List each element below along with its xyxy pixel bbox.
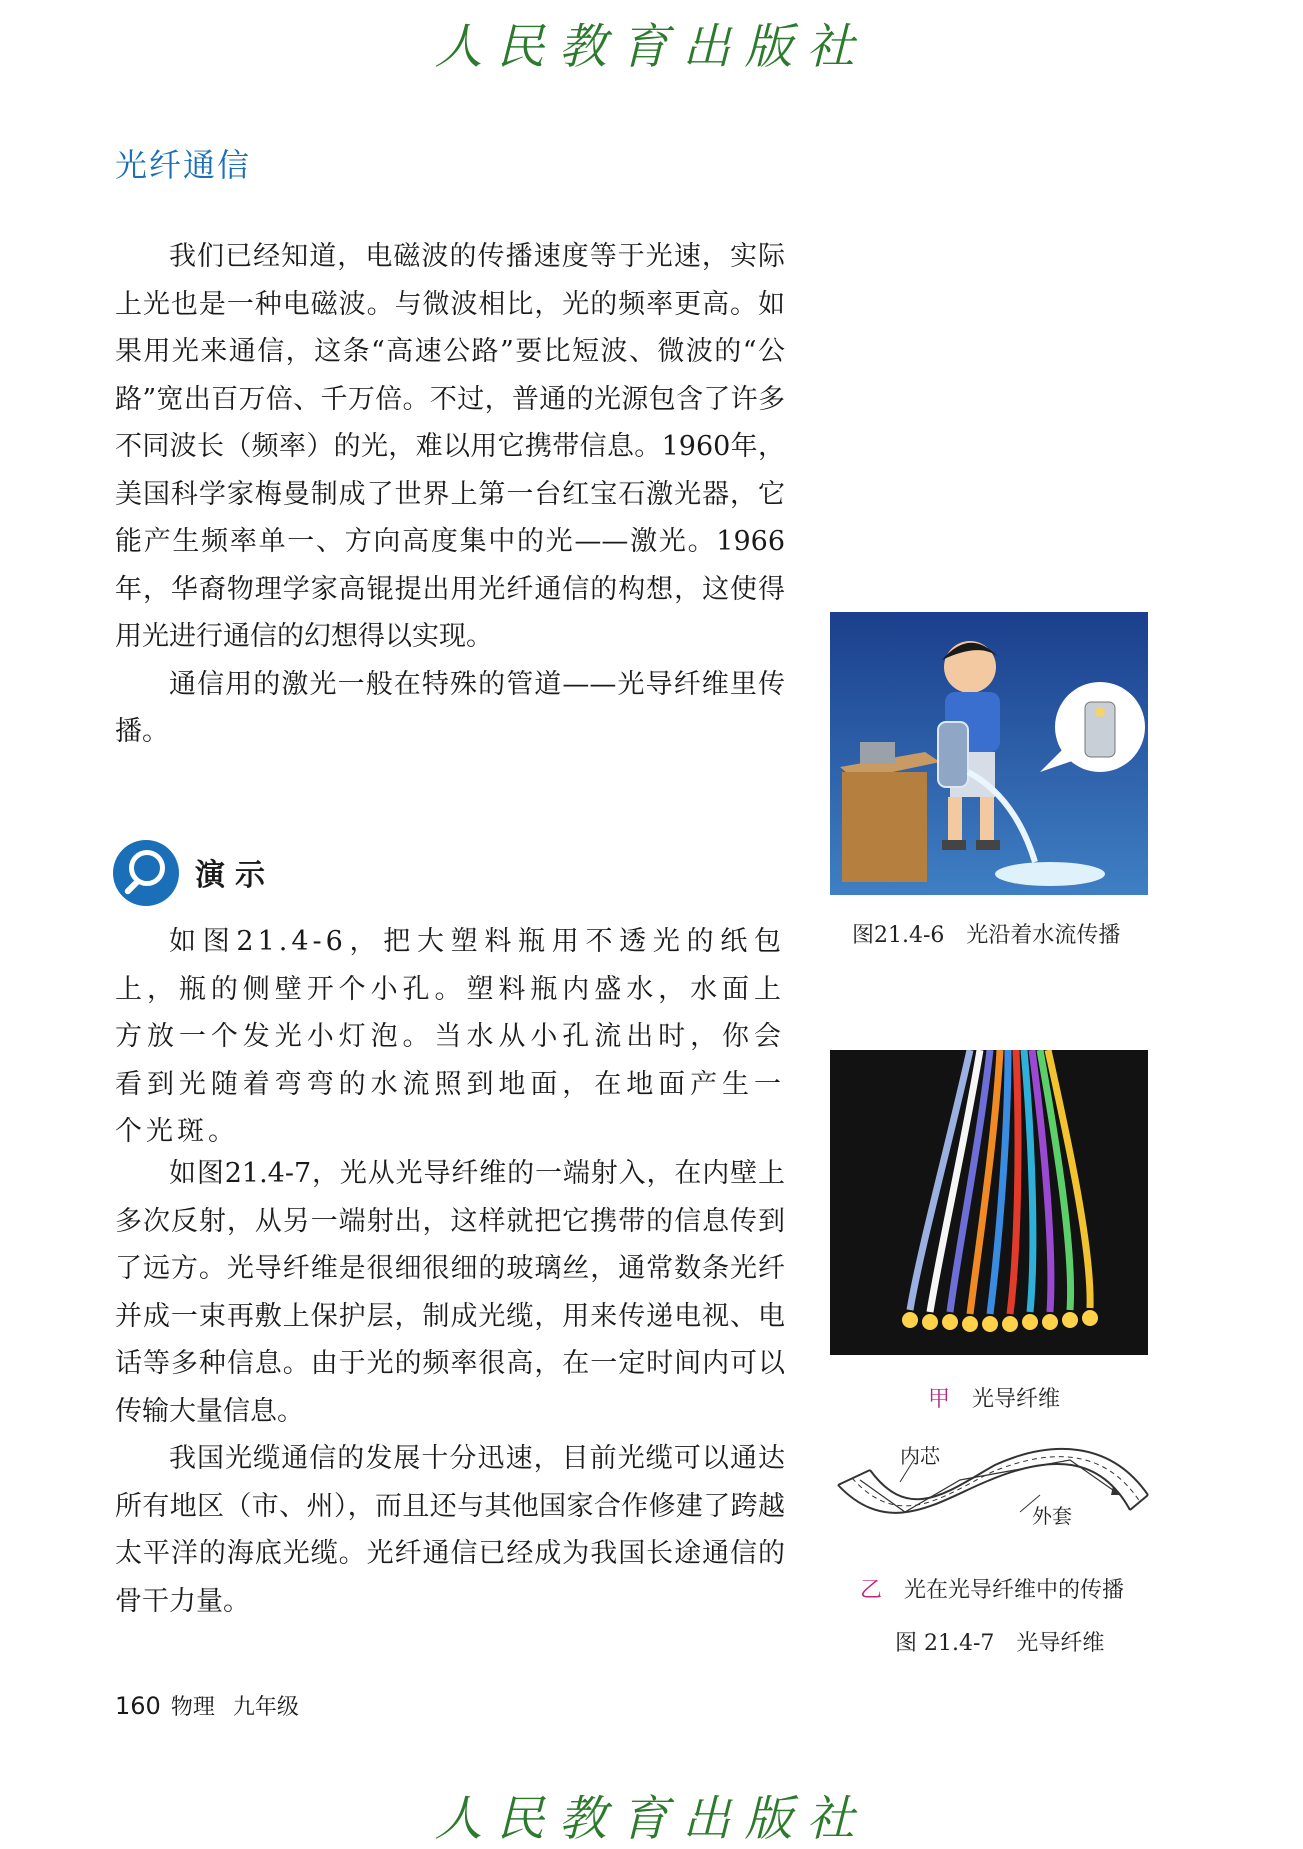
publisher-logo-top: 人民教育出版社: [434, 19, 869, 75]
fiber-bundle-photo: [830, 1050, 1148, 1355]
label-cladding: 外套: [1032, 1504, 1072, 1528]
publisher-logo-bottom: 人民教育出版社: [434, 1791, 869, 1847]
label-core: 内芯: [900, 1444, 940, 1468]
figure2b-caption: [860, 1573, 1124, 1604]
boy-bottle-illustration: [830, 612, 1148, 895]
intro-text: [115, 233, 785, 756]
page-footer: [115, 1690, 299, 1721]
magnifier-icon: [113, 840, 179, 906]
paragraph: 如图21.4-6，把大塑料瓶用不透光的纸包上，瓶的侧壁开个小孔。塑料瓶内盛水，水面上方放一个发光小灯泡。当水从小孔流出时，你会看到光随着弯弯的水流照到地面，在地面产生一个光斑。: [115, 926, 785, 1147]
fiber-propagation-diagram: [830, 1440, 1160, 1540]
figure1-caption: 图21.4-6 光沿着水流传播: [852, 923, 1121, 948]
footer-subject: 物理: [170, 1695, 215, 1720]
section-title: 光纤通信: [115, 146, 252, 184]
paragraph: 如图21.4-7，光从光导纤维的一端射入，在内壁上多次反射，从另一端射出，这样就把它携带的信息传到了远方。光导纤维是很细很细的玻璃丝，通常数条光纤并成一束再敷上保护层，制成光缆，用来传递电视、电话等多种信息。由于光的频率很高，在一定时间内可以传输大量信息。: [115, 1158, 785, 1427]
paragraph: 通信用的激光一般在特殊的管道——光导纤维里传播。: [115, 668, 785, 747]
figure2a-caption: [928, 1382, 1060, 1413]
footer-grade: 九年级: [232, 1695, 299, 1720]
figure2-caption: 图 21.4-7 光导纤维: [895, 1631, 1105, 1656]
sub-caption-b: 光在光导纤维中的传播: [904, 1578, 1125, 1603]
fiber-text: [115, 1150, 785, 1625]
paragraph: 我国光缆通信的发展十分迅速，目前光缆可以通达所有地区（市、州），而且还与其他国家合作修建了跨越太平洋的海底光缆。光纤通信已经成为我国长途通信的骨干力量。: [115, 1443, 785, 1617]
page-number: 160: [115, 1692, 161, 1720]
sub-caption-a: 光导纤维: [972, 1387, 1061, 1412]
demo-label: 演示: [195, 858, 275, 893]
demo-text: [115, 918, 785, 1156]
paragraph: 我们已经知道，电磁波的传播速度等于光速，实际上光也是一种电磁波。与微波相比，光的频率更高。如果用光来通信，这条“高速公路”要比短波、微波的“公路”宽出百万倍、千万倍。不过，普通的光源包含了许多不同波长（频率）的光，难以用它携带信息。1960年，美国科学家梅曼制成了世界上第一台红宝石激光器，它能产生频率单一、方向高度集中的光——激光。1966年，华裔物理学家高锟提出用光纤通信的构想，这使得用光进行通信的幻想得以实现。: [115, 241, 785, 652]
sub-label-yi: 乙: [860, 1578, 883, 1603]
figure-fiber-bundle: [830, 1050, 1148, 1355]
figure-water-light: [830, 612, 1148, 895]
fiber-path-svg: [830, 1440, 1160, 1540]
sub-label-jia: 甲: [928, 1387, 951, 1412]
